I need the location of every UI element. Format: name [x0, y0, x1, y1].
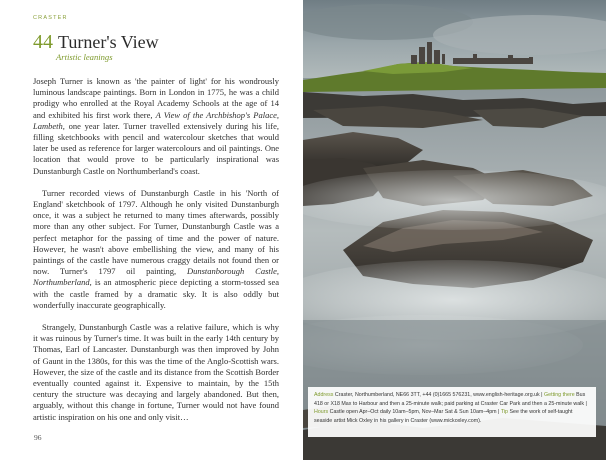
info-box [308, 387, 596, 437]
painting-title-lambeth: A View of the Archbishop's Palace, Lambeth [33, 109, 279, 131]
separator: | [539, 392, 545, 398]
body-text [33, 76, 279, 423]
entry-subtitle: Artistic leanings [56, 52, 113, 62]
address-text: Craster, Northumberland, NE66 3TT, +44 (0)1665 576231, www.english-heritage.org.uk [334, 392, 540, 398]
page-number: 96 [34, 433, 42, 442]
paragraph-1 [33, 76, 279, 177]
paragraph-1-text: Joseph Turner is known as 'the painter of light' for his wondrously luminous landscape paintings. Born in London in 1775, he was a child prodigy who enrolled at the Royal Academy Schools at the age of 14 and exhibited his first work there, [33, 76, 279, 120]
paragraph-2-end: , is an atmospheric piece depicting a storm-tossed sea with the castle framed by a dramatic sky. It is also oddly but wonderfully inaccurate geographically. [33, 277, 279, 310]
paragraph-2-text: Turner recorded views of Dunstanburgh Castle in his 'North of England' sketchbook of 1797. Although he only visited Dunstanburgh once, it was a subject he returned to many times afterwards, possibly more than any other subject. For Turner, Dunstanburgh Castle was a perfect metaphor for the passing of time and the power of nature. However, he wasn't above embellishing the view, and many of his paintings of the castle have numerous craggy details not found then or now. Turner's 1797 oil painting, [33, 187, 279, 277]
tip-label: Tip [500, 409, 508, 416]
entry-title: Turner's View [58, 32, 159, 52]
entry-heading [33, 32, 159, 52]
running-head: CRASTER [33, 15, 68, 21]
paragraph-3: Strangely, Dunstanburgh Castle was a relative failure, which is why it was ruinous by Turner's time. It was built in the early 14th century by Thomas, Earl of Lancaster. Dunstanburgh was then improved by John of Gaunt in the 1380s, for this was the time of the Anglo-Scottish wars. However, the size of the castle and its distance from the Scottish Border eventually counted against it. Expensive to maintain, by the 15th century the structure was decaying and largely abandoned. But then, arguably, without this change in fortune, Turner would not have found artistic inspiration on his one and only visit… [33, 322, 279, 422]
painting-title-dunstanborough: Dunstanborough Castle, Northumberland [33, 266, 279, 288]
hours-label: Hours [314, 409, 329, 416]
paragraph-1-end: , one year later. Turner travelled extensively during his life, filling sketchbooks with pencil and watercolour sketches that would later be used as reference for larger watercolours and oil paintings. One location that would prove to be particularly inspirational was Dunstanburgh Castle on Northumberland's coast. [33, 120, 279, 176]
address-label: Address [314, 392, 334, 398]
hours-text: Castle open Apr–Oct daily 10am–5pm, Nov–Mar Sat & Sun 10am–4pm [329, 409, 497, 416]
entry-number: 44 [33, 31, 53, 53]
getting-there-label: Getting there [544, 392, 575, 398]
tip-text: See the work of self-taught seaside artist Mick Oxley in his gallery in Craster (www.mickoxley.com). [314, 409, 573, 425]
separator: | [496, 409, 501, 416]
separator: | [584, 400, 587, 407]
getting-there-text: Bus 418 or X18 Max to Harbour and then a 25-minute walk; paid parking at Craster Car Park and then a 25-minute walk [314, 392, 586, 407]
paragraph-2 [33, 188, 279, 311]
